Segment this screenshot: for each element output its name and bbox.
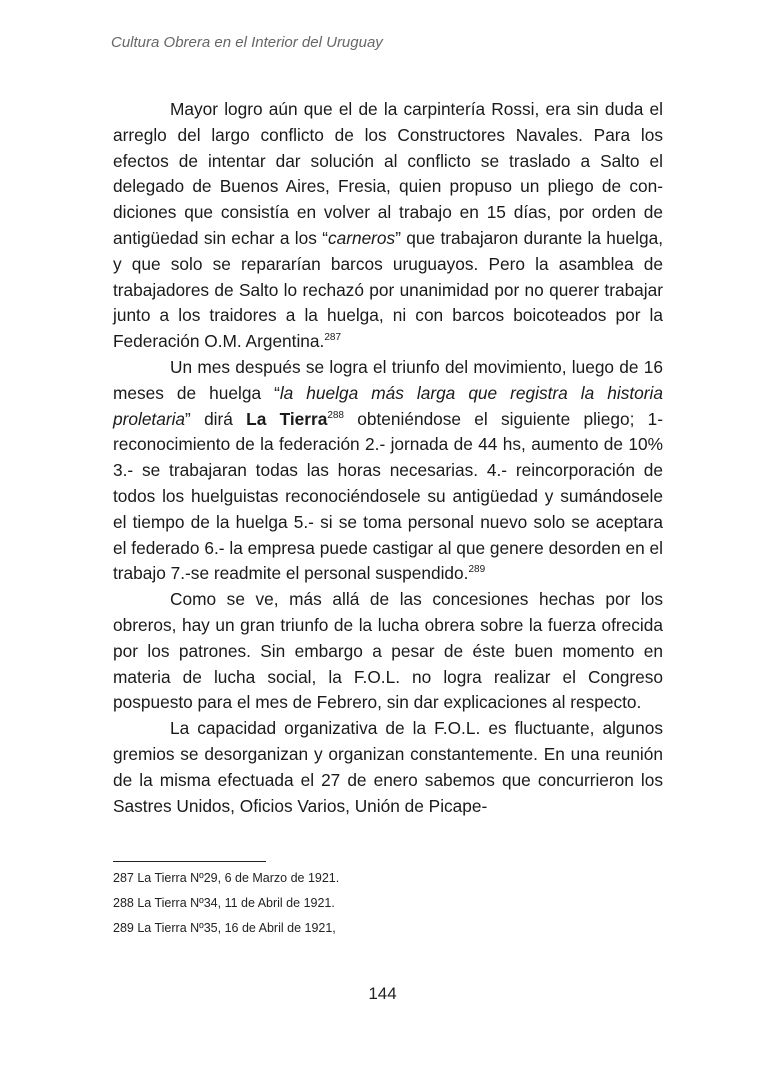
paragraph-2-bold-la-tierra: La Tierra (246, 408, 328, 429)
footnote-ref-287[interactable]: 287 (324, 332, 342, 344)
paragraph-2-italic-quote: la huelga más larga que registra la historia proletaria (113, 382, 663, 429)
page-number: 144 (368, 984, 397, 1003)
body-text (113, 97, 663, 819)
footnote-divider (113, 861, 266, 862)
footnotes (113, 866, 339, 941)
footnote-287: 287 La Tierra Nº29, 6 de Marzo de 1921. (113, 871, 340, 885)
paragraph-1-text-b: ” que trabajaron durante la huelga, y que solo se repararían barcos uruguayos. Pero la asamblea de trabajadores de Salto lo rechazó por unanimidad por no querer trabajar junto a los traidores a la huelga, ni con barcos boicoteados por la Federación O.M. Argentina. (113, 227, 664, 352)
paragraph-2 (113, 355, 663, 587)
paragraph-1-text-a: Mayor logro aún que el de la carpintería Rossi, era sin duda el arreglo del largo conflicto de los Constructores Navales. Para los efectos de intentar dar solución al conflicto se traslado a Salto el delegado de Buenos Aires, Fresia, quien propuso un pliego de condiciones que consistía en volver al trabajo en 15 días, por orden de antigüedad sin echar a los “ (113, 99, 663, 248)
footnote-289: 289 La Tierra Nº35, 16 de Abril de 1921, (113, 921, 336, 935)
footnote-ref-288[interactable]: 288 (327, 409, 344, 421)
footnote-ref-289[interactable]: 289 (468, 564, 486, 576)
footnote-288: 288 La Tierra Nº34, 11 de Abril de 1921. (113, 896, 335, 910)
paragraph-2-text-c: obteniéndose el siguiente pliego; 1- reconocimiento de la federación 2.- jornada de 44 hs, aumento de 10% 3.- se trabajaran todas las horas necesarias. 4.- reincorporación de todos los huelguistas reconociéndosele su antigüedad y sumándosele el tiempo de la huelga 5.- si se toma personal nuevo solo se aceptara el federado 6.- la empresa puede castigar al que genere desorden en el trabajo 7.-se readmite el personal suspendido. (113, 408, 664, 584)
paragraph-3: Como se ve, más allá de las concesiones hechas por los obreros, hay un gran triunfo de la lucha obrera sobre la fuerza ofrecida por los patrones. Sin embargo a pesar de éste buen momento en materia de lucha social, la F.O.L. no logra realizar el Congreso pospuesto para el mes de Febrero, sin dar explicaciones al respecto. (113, 589, 663, 713)
running-header: Cultura Obrera en el Interior del Uruguay (111, 34, 383, 51)
paragraph-4: La capacidad organizativa de la F.O.L. es fluctuante, algunos gremios se desorganizan y organizan constantemente. En una reunión de la misma efectuada el 27 de enero sabemos que concurrieron los Sastres Unidos, Oficios Varios, Unión de Picape- (113, 718, 663, 816)
paragraph-2-text-b: ” dirá (185, 408, 247, 429)
paragraph-2-text-a: Un mes después se logra el triunfo del movimiento, luego de 16 meses de huelga “ (113, 356, 663, 403)
paragraph-1-italic: carneros (327, 227, 396, 248)
paragraph-1 (113, 97, 663, 355)
